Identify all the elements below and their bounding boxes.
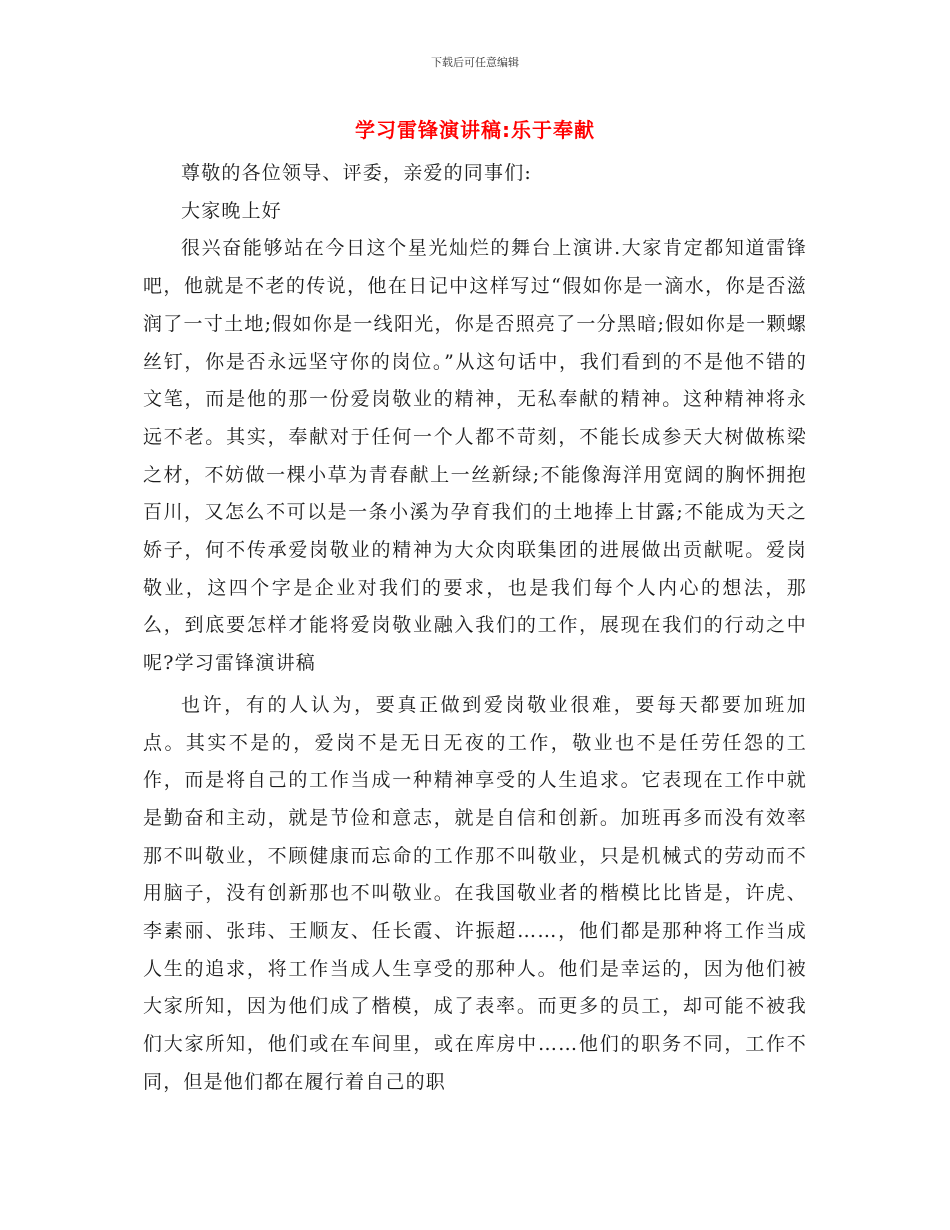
body-paragraph: 也许，有的人认为，要真正做到爱岗敬业很难，要每天都要加班加点。其实不是的，爱岗不是无日无夜的工作，敬业也不是任劳任怨的工作，而是将自己的工作当成一种精神享受的人生追求。它表现在工作中就是勤奋和主动，就是节俭和意志，就是自信和创新。加班再多而没有效率那不叫敬业，不顾健康而忘命的工作那不叫敬业，只是机械式的劳动而不用脑子，没有创新那也不叫敬业。在我国敬业者的楷模比比皆是，许虎、李素丽、张玮、王顺友、任长霞、许振超……，他们都是那种将工作当成人生的追求，将工作当成人生享受的那种人。他们是幸运的，因为他们被大家所知，因为他们成了楷模，成了表率。而更多的员工，却可能不被我们大家所知，他们或在车间里，或在库房中……他们的职务不同，工作不同，但是他们都在履行着自己的职 [143,693,807,1093]
document-body [143,155,807,1102]
body-paragraph: 很兴奋能够站在今日这个星光灿烂的舞台上演讲.大家肯定都知道雷锋吧，他就是不老的传说，他在日记中这样写过“假如你是一滴水，你是否滋润了一寸土地;假如你是一线阳光，你是否照亮了一分黑暗;假如你是一颗螺丝钉，你是否永远坚守你的岗位。”从这句话中，我们看到的不是他不错的文笔，而是他的那一份爱岗敬业的精神，无私奉献的精神。这种精神将永远不老。其实，奉献对于任何一个人都不苛刻，不能长成参天大树做栋梁之材，不妨做一棵小草为青春献上一丝新绿;不能像海洋用宽阔的胸怀拥抱百川，又怎么不可以是一条小溪为孕育我们的土地捧上甘露;不能成为天之娇子，何不传承爱岗敬业的精神为大众肉联集团的进展做出贡献呢。爱岗敬业，这四个字是企业对我们的要求，也是我们每个人内心的想法，那么，到底要怎样才能将爱岗敬业融入我们的工作，展现在我们的行动之中呢?学习雷锋演讲稿 [143,237,807,675]
document-title: 学习雷锋演讲稿:乐于奉献 [355,118,595,142]
page-header-note: 下载后可任意编辑 [431,56,519,69]
greeting: 大家晚上好 [181,199,283,222]
salutation: 尊敬的各位领导、评委，亲爱的同事们: [181,162,533,184]
